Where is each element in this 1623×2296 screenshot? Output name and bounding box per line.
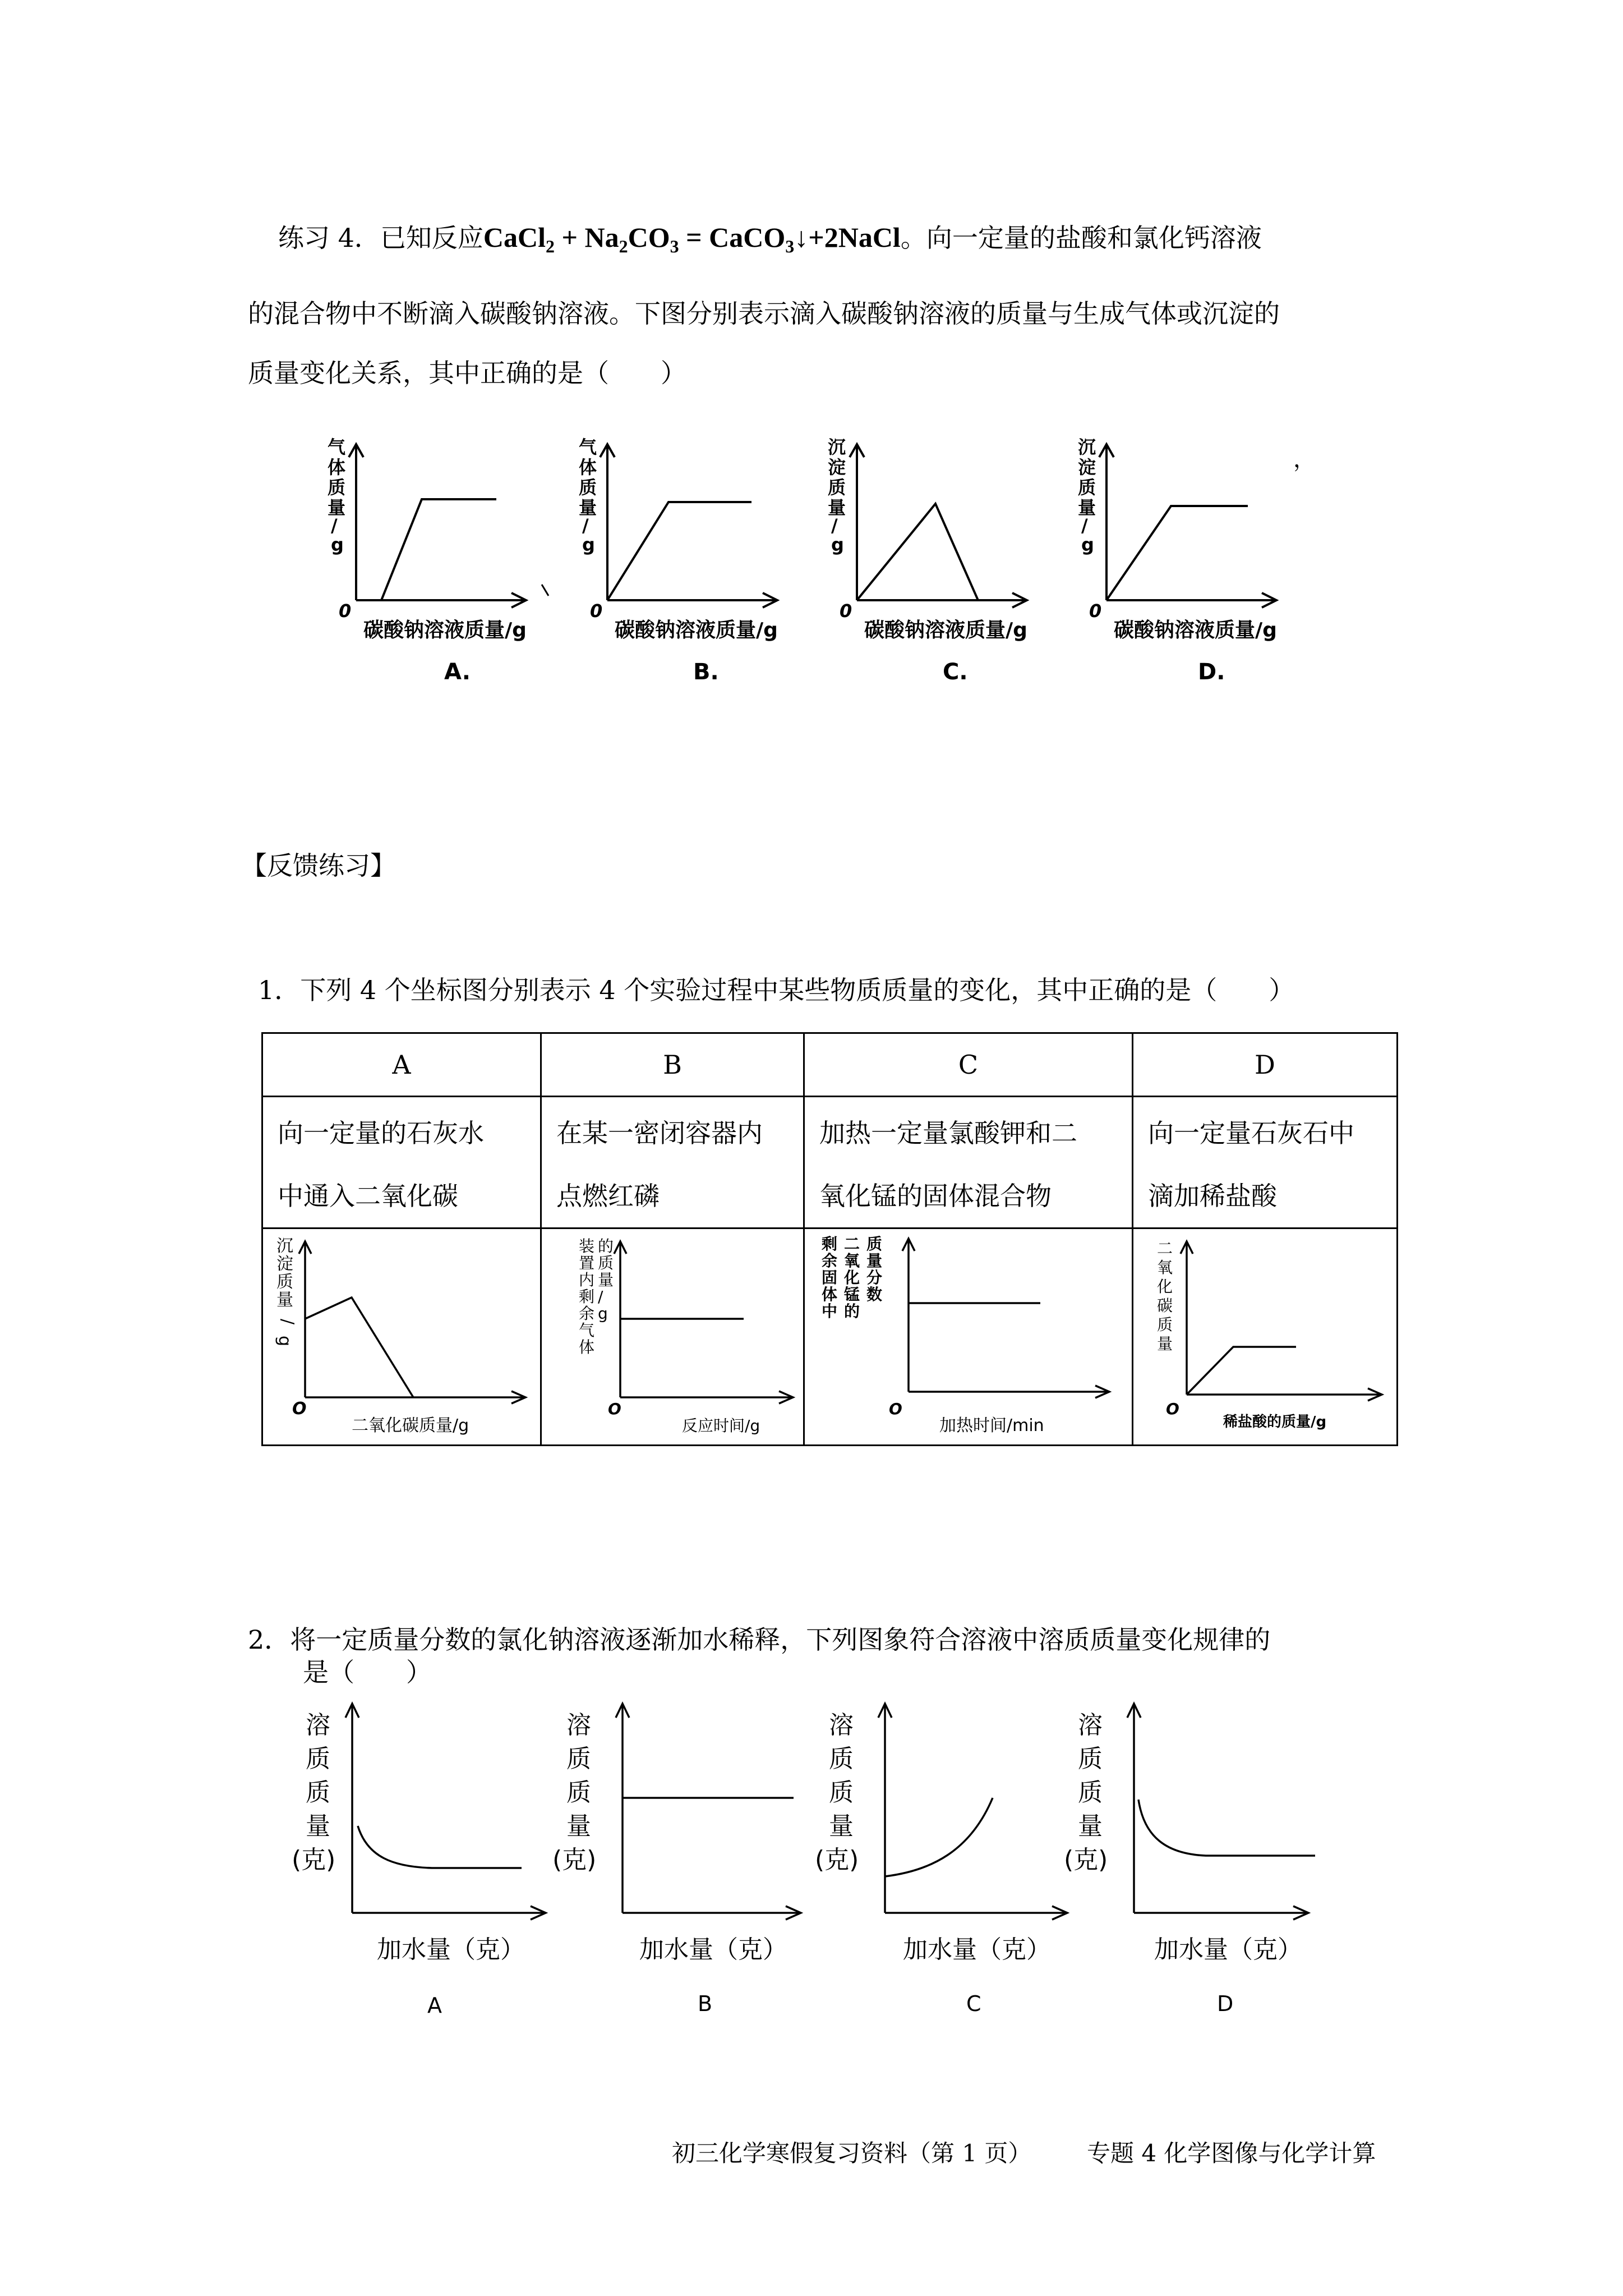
svg-text:质: 质: [306, 1745, 330, 1773]
ex4-chart-a-xlabel: 碳酸钠溶液质量/g: [363, 619, 527, 642]
svg-text:锰: 锰: [844, 1285, 860, 1304]
svg-text:/: /: [278, 1319, 297, 1325]
ex4-option-a: A.: [444, 659, 471, 685]
q1-stem: 1．下列 4 个坐标图分别表示 4 个实验过程中某些物质质量的变化，其中正确的是（ ）: [258, 975, 1295, 1005]
stray-comma: ，: [1293, 447, 1316, 472]
ex4-line1-prefix: 练习 4．已知反应: [278, 223, 483, 253]
svg-text:体: 体: [822, 1285, 838, 1304]
q1-d-curve: [1187, 1347, 1296, 1395]
ex4-chart-c-origin: 0: [840, 600, 852, 622]
q2-chart-a-ylabel: [292, 1711, 335, 1874]
svg-text:二: 二: [844, 1235, 860, 1253]
svg-text:(克): (克): [1064, 1846, 1108, 1874]
ex4-option-c: C.: [943, 659, 968, 685]
ex4-chart-b-curve: [607, 502, 751, 600]
svg-text:氧: 氧: [844, 1251, 860, 1270]
q2-chart-a-curve: [358, 1826, 522, 1868]
q1-c-origin: O: [889, 1400, 902, 1418]
svg-text:g: g: [275, 1336, 294, 1347]
svg-text:质: 质: [598, 1254, 614, 1272]
feedback-heading: 【反馈练习】: [241, 850, 396, 881]
q2-option-c: C: [966, 1991, 981, 2016]
svg-text:装: 装: [579, 1237, 595, 1255]
q1-col-a-desc: 向一定量的石灰水 中通入二氧化碳: [262, 1097, 541, 1228]
svg-text:质: 质: [306, 1778, 330, 1807]
svg-text:中: 中: [822, 1302, 838, 1320]
ex4-option-b: B.: [693, 659, 719, 685]
svg-text:化: 化: [844, 1268, 860, 1287]
svg-text:g: g: [831, 534, 844, 555]
q1-col-d-letter: D: [1133, 1033, 1398, 1097]
q1-d-xlabel: 稀盐酸的质量/g: [1223, 1414, 1327, 1430]
svg-text:质: 质: [1157, 1315, 1173, 1334]
svg-text:g: g: [598, 1304, 608, 1323]
svg-text:溶: 溶: [829, 1711, 854, 1740]
svg-text:体: 体: [579, 1338, 595, 1356]
ex4-chart-a-origin: 0: [339, 600, 352, 622]
svg-text:化: 化: [1157, 1277, 1173, 1296]
q1-a-curve: [305, 1297, 413, 1397]
ex4-line3: 质量变化关系，其中正确的是（ ）: [248, 358, 686, 388]
svg-text:g: g: [1081, 534, 1094, 555]
q2-stem-line2: 是（ ）: [303, 1657, 432, 1687]
footer-left: 初三化学寒假复习资料（第 1 页）: [672, 2139, 1032, 2167]
svg-text:量: 量: [829, 1812, 854, 1841]
reaction-formula: CaCl$_2$ + $Na_2CO_3$ = CaCO$_3$↓+2NaCl: [483, 222, 901, 256]
ex4-chart-d-ylabel: [1078, 436, 1096, 555]
q1-col-a-plot: [262, 1228, 541, 1446]
q2-chart-d-xlabel: 加水量（克）: [1154, 1935, 1302, 1964]
ex4-chart-c-axes: [850, 444, 1027, 608]
svg-text:/: /: [582, 515, 589, 536]
svg-text:(克): (克): [292, 1846, 336, 1874]
q1-col-b-letter: B: [541, 1033, 804, 1097]
svg-text:气: 气: [579, 436, 597, 458]
q2-chart-a-xlabel: 加水量（克）: [377, 1935, 525, 1964]
q1-col-b-plot: [541, 1228, 804, 1446]
ex4-chart-d-axes: [1099, 444, 1276, 608]
svg-text:量: 量: [579, 497, 597, 518]
q2-option-a: A: [427, 1993, 442, 2018]
q1-b-xlabel: 反应时间/g: [682, 1416, 760, 1435]
svg-text:质: 质: [1078, 1745, 1103, 1773]
q2-chart-b-ylabel: [552, 1711, 596, 1874]
svg-text:质: 质: [328, 477, 346, 498]
ex4-chart-b-ylabel: [579, 436, 597, 555]
svg-text:(克): (克): [815, 1846, 859, 1874]
svg-text:气: 气: [579, 1321, 595, 1340]
q2-chart-b-axes: [616, 1704, 801, 1920]
q2-chart-c-xlabel: 加水量（克）: [903, 1935, 1051, 1964]
ex4-line1: [278, 223, 1262, 255]
q2-option-d: D: [1217, 1991, 1234, 2016]
svg-text:质: 质: [1078, 1778, 1103, 1807]
svg-text:内: 内: [579, 1271, 595, 1289]
ex4-chart-a-axes: [349, 444, 526, 608]
svg-text:余: 余: [822, 1251, 838, 1270]
svg-text:量: 量: [276, 1290, 293, 1310]
svg-text:量: 量: [566, 1812, 591, 1841]
ex4-chart-b-xlabel: 碳酸钠溶液质量/g: [615, 619, 778, 642]
q2-stem-line1: 2．将一定质量分数的氯化钠溶液逐渐加水稀释，下列图象符合溶液中溶质质量变化规律的: [248, 1625, 1271, 1655]
svg-text:量: 量: [328, 497, 346, 518]
svg-text:g: g: [582, 534, 595, 555]
svg-text:量: 量: [1157, 1335, 1173, 1353]
svg-text:质: 质: [829, 1778, 854, 1807]
q1-a-xlabel: 二氧化碳质量/g: [352, 1416, 469, 1435]
svg-text:量: 量: [1078, 1812, 1103, 1841]
svg-text:淀: 淀: [828, 457, 846, 478]
q1-col-d-desc: 向一定量石灰石中 滴加稀盐酸: [1133, 1097, 1398, 1228]
svg-text:剩: 剩: [579, 1287, 595, 1306]
svg-text:沉: 沉: [276, 1236, 293, 1256]
q2-chart-b-xlabel: 加水量（克）: [639, 1935, 787, 1964]
svg-text:氧: 氧: [1157, 1258, 1173, 1277]
svg-text:溶: 溶: [306, 1711, 330, 1740]
ex4-chart-d-curve: [1106, 506, 1248, 600]
svg-text:(克): (克): [552, 1846, 597, 1874]
q1-a-origin: O: [292, 1399, 307, 1419]
svg-text:的: 的: [598, 1237, 614, 1255]
svg-text:数: 数: [866, 1285, 883, 1304]
ex4-chart-b-origin: 0: [590, 600, 603, 622]
svg-text:体: 体: [328, 457, 346, 478]
q1-col-c-desc: 加热一定量氯酸钾和二 氧化锰的固体混合物: [804, 1097, 1133, 1228]
ex4-chart-c-curve: [857, 504, 978, 600]
svg-text:量: 量: [866, 1251, 883, 1270]
svg-text:淀: 淀: [276, 1254, 293, 1274]
svg-text:的: 的: [844, 1302, 860, 1320]
q2-chart-c-curve: [885, 1798, 993, 1876]
svg-text:体: 体: [579, 457, 597, 478]
svg-text:质: 质: [579, 477, 597, 498]
svg-text:剩: 剩: [822, 1235, 838, 1253]
q2-option-b: B: [698, 1991, 713, 2016]
footer-right: 专题 4 化学图像与化学计算: [1087, 2139, 1376, 2167]
q1-c-xlabel: 加热时间/min: [939, 1416, 1044, 1435]
ex4-chart-a-curve: [381, 499, 496, 600]
svg-text:/: /: [831, 515, 838, 536]
svg-text:量: 量: [1078, 497, 1096, 518]
svg-text:质: 质: [1078, 477, 1096, 498]
ex4-line2: 的混合物中不断滴入碳酸钠溶液。下图分别表示滴入碳酸钠溶液的质量与生成气体或沉淀的: [248, 298, 1280, 329]
ex4-chart-d-xlabel: 碳酸钠溶液质量/g: [1114, 619, 1277, 642]
q1-b-origin: O: [608, 1400, 621, 1418]
svg-text:质: 质: [829, 1745, 854, 1773]
svg-text:质: 质: [566, 1778, 591, 1807]
svg-text:沉: 沉: [1078, 436, 1096, 458]
svg-text:二: 二: [1157, 1239, 1173, 1258]
q1-d-origin: O: [1166, 1400, 1179, 1418]
svg-text:量: 量: [306, 1812, 330, 1841]
svg-text:质: 质: [866, 1235, 883, 1253]
svg-text:溶: 溶: [566, 1711, 591, 1740]
svg-text:质: 质: [566, 1745, 591, 1773]
svg-text:/: /: [1081, 515, 1088, 536]
ex4-line1-suffix: 。向一定量的盐酸和氯化钙溶液: [900, 223, 1262, 253]
ex4-chart-c-xlabel: 碳酸钠溶液质量/g: [864, 619, 1027, 642]
svg-text:气: 气: [328, 436, 346, 458]
q2-chart-d-curve: [1138, 1800, 1315, 1856]
ex4-charts: [0, 426, 1623, 701]
q1-col-c-plot: [804, 1228, 1133, 1446]
svg-text:g: g: [331, 534, 344, 555]
q1-col-d-plot: [1133, 1228, 1398, 1446]
svg-text:/: /: [331, 515, 338, 536]
q1-col-a-letter: A: [262, 1033, 541, 1097]
ex4-chart-c-ylabel: [828, 436, 846, 555]
svg-text:/: /: [598, 1287, 603, 1306]
q2-chart-d-ylabel: [1064, 1711, 1108, 1874]
q1-table: [261, 1032, 1398, 1446]
svg-text:余: 余: [579, 1304, 595, 1323]
svg-text:量: 量: [828, 497, 846, 518]
q2-chart-a-axes: [345, 1704, 546, 1920]
svg-text:质: 质: [276, 1272, 293, 1292]
svg-text:质: 质: [828, 477, 846, 498]
svg-text:固: 固: [822, 1268, 838, 1287]
ex4-chart-a-ylabel: [328, 436, 345, 555]
svg-text:置: 置: [579, 1254, 595, 1272]
svg-text:碳: 碳: [1157, 1296, 1173, 1315]
q2-charts: [0, 1688, 1623, 2042]
q1-col-b-desc: 在某一密闭容器内 点燃红磷: [541, 1097, 804, 1228]
q2-chart-d-axes: [1127, 1704, 1308, 1920]
q1-col-c-letter: C: [804, 1033, 1133, 1097]
ex4-option-d: D.: [1198, 659, 1225, 685]
ex4-chart-d-origin: 0: [1089, 600, 1102, 622]
svg-text:溶: 溶: [1078, 1711, 1103, 1740]
q2-chart-c-axes: [878, 1704, 1067, 1920]
svg-text:淀: 淀: [1078, 457, 1096, 478]
q2-chart-c-ylabel: [815, 1711, 859, 1874]
svg-text:量: 量: [598, 1271, 614, 1289]
svg-text:沉: 沉: [828, 436, 846, 458]
svg-text:分: 分: [866, 1268, 883, 1287]
ex4-chart-b-axes: [600, 444, 777, 608]
